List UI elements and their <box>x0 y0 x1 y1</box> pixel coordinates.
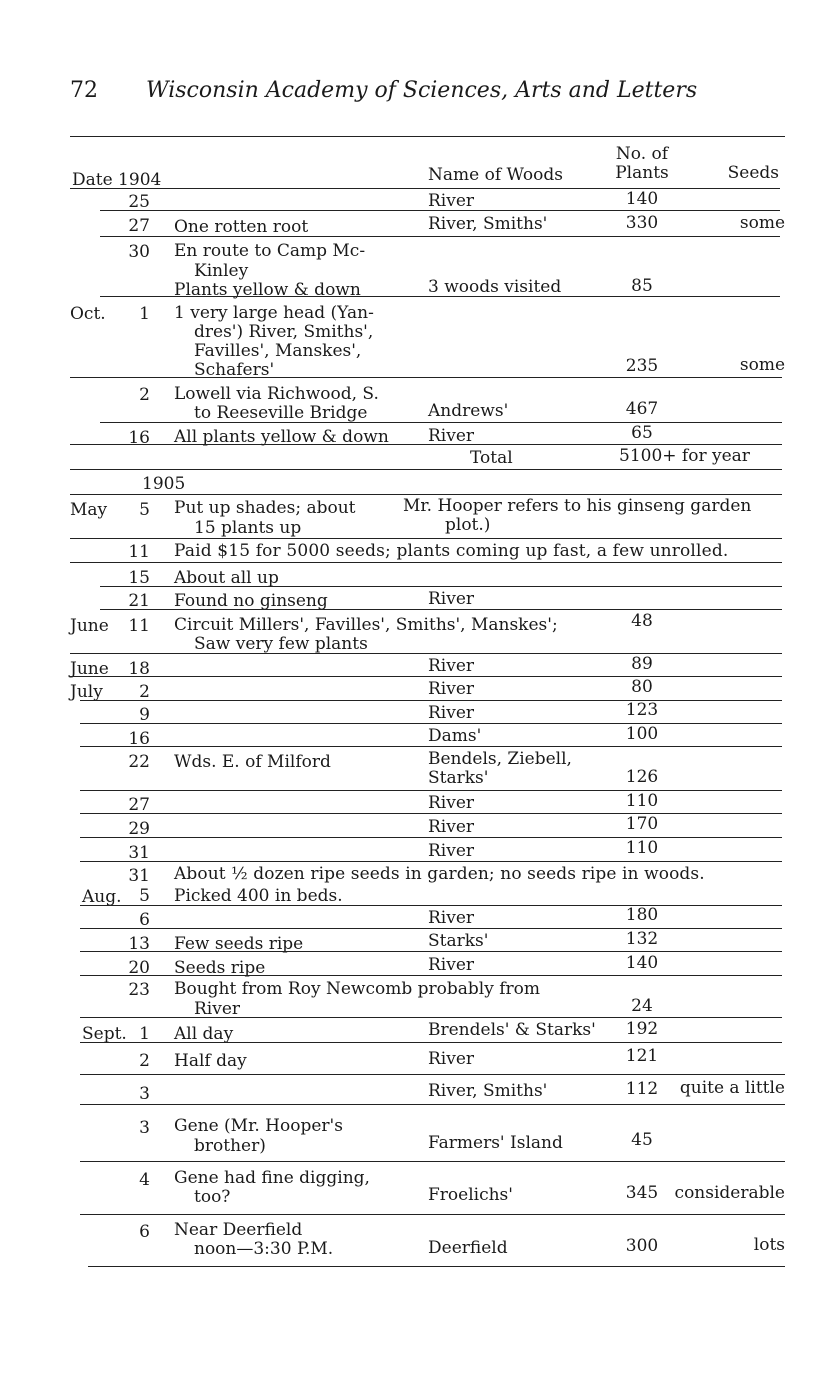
row-plants: 300 <box>625 1236 659 1256</box>
table-rule <box>80 1017 782 1018</box>
row-desc: En route to Camp Mc- <box>174 241 366 261</box>
table-rule <box>100 296 780 297</box>
row-woods: River <box>428 793 475 813</box>
table-rule <box>70 653 782 654</box>
table-rule <box>80 1104 785 1105</box>
row-desc: Kinley <box>194 261 249 281</box>
row-day: 5 <box>139 886 150 906</box>
row-seeds: lots <box>753 1235 785 1255</box>
row-day: 29 <box>128 819 150 839</box>
row-plants: 126 <box>625 767 659 787</box>
row-desc: One rotten root <box>174 217 309 237</box>
row-desc: All day <box>174 1024 234 1044</box>
row-day: 11 <box>128 616 150 636</box>
row-plants: 65 <box>631 423 653 443</box>
ginseng-table <box>70 136 785 1270</box>
table-rule <box>80 723 782 724</box>
row-woods: River <box>428 426 475 446</box>
row-woods: River <box>428 679 475 699</box>
row-day: 9 <box>139 705 150 725</box>
row-woods: River <box>428 908 475 928</box>
row-day: 6 <box>139 910 150 930</box>
table-rule <box>70 136 785 137</box>
row-plants: 110 <box>625 838 659 858</box>
table-rule <box>80 1074 785 1075</box>
col-header-woods: Name of Woods <box>428 165 563 185</box>
row-day: 3 <box>139 1118 150 1138</box>
row-plants: 112 <box>625 1079 659 1099</box>
row-plants: 80 <box>631 677 653 697</box>
row-day: 2 <box>139 682 150 702</box>
row-woods: River <box>428 589 475 609</box>
row-month: June <box>70 616 109 636</box>
table-rule <box>70 444 782 445</box>
row-desc: Put up shades; about <box>174 498 356 518</box>
table-rule <box>70 562 782 563</box>
row-plants: 140 <box>625 189 659 209</box>
row-day: 30 <box>128 242 150 262</box>
total-value: 5100+ for year <box>619 446 750 466</box>
table-rule <box>80 1161 785 1162</box>
row-plants: 192 <box>625 1019 659 1039</box>
table-rule <box>80 837 782 838</box>
table-rule <box>80 928 782 929</box>
col-header-date: Date 1904 <box>72 170 162 190</box>
row-desc: Paid $15 for 5000 seeds; plants coming up fast, a few unrolled. <box>174 541 729 561</box>
table-rule <box>88 1266 785 1267</box>
row-plants: 180 <box>625 905 659 925</box>
year-heading: 1905 <box>142 474 186 494</box>
row-desc: Lowell via Richwood, S. <box>174 384 379 404</box>
col-header-seeds: Seeds <box>727 163 779 183</box>
row-woods: Bendels, Ziebell, <box>428 749 572 769</box>
row-month: Sept. <box>82 1024 127 1044</box>
row-woods: Farmers' Island <box>428 1133 563 1153</box>
row-woods: River <box>428 191 475 211</box>
row-day: 23 <box>128 980 150 1000</box>
row-woods: Dams' <box>428 726 482 746</box>
row-plants: 170 <box>625 814 659 834</box>
row-plants: 100 <box>625 724 659 744</box>
table-rule <box>80 1042 782 1043</box>
total-label: Total <box>470 448 513 468</box>
row-plants: 140 <box>625 953 659 973</box>
row-day: 18 <box>128 659 150 679</box>
row-seeds: considerable <box>674 1183 785 1203</box>
table-rule <box>70 494 782 495</box>
row-desc: too? <box>194 1187 231 1207</box>
row-desc: Bought from Roy Newcomb probably from <box>174 979 540 999</box>
row-desc: Plants yellow & down <box>174 280 361 300</box>
row-desc: Favilles', Manskes', <box>194 341 362 361</box>
row-woods: Andrews' <box>428 401 509 421</box>
row-desc: to Reeseville Bridge <box>194 403 368 423</box>
row-seeds: some <box>739 213 785 233</box>
row-plants: 85 <box>631 276 653 296</box>
row-desc: Gene (Mr. Hooper's <box>174 1116 343 1136</box>
row-day: 1 <box>139 1024 150 1044</box>
row-woods: River, Smiths' <box>428 214 548 234</box>
row-desc: All plants yellow & down <box>174 427 389 447</box>
row-woods: Deerfield <box>428 1238 508 1258</box>
row-desc: Picked 400 in beds. <box>174 886 343 906</box>
row-desc: 15 plants up <box>194 518 302 538</box>
row-woods: 3 woods visited <box>428 277 562 297</box>
row-desc: 1 very large head (Yan- <box>174 303 374 323</box>
row-desc: Circuit Millers', Favilles', Smiths', Manskes'; <box>174 615 558 635</box>
row-woods: River, Smiths' <box>428 1081 548 1101</box>
row-woods: River <box>428 1049 475 1069</box>
row-day: 20 <box>128 958 150 978</box>
row-day: 2 <box>139 385 150 405</box>
row-woods: River <box>428 703 475 723</box>
row-seeds: some <box>739 355 785 375</box>
row-day: 13 <box>128 934 150 954</box>
row-desc: Seeds ripe <box>174 958 266 978</box>
row-woods: Starks' <box>428 768 489 788</box>
row-day: 16 <box>128 729 150 749</box>
row-desc: brother) <box>194 1136 266 1156</box>
row-month: June <box>70 659 109 679</box>
row-day: 6 <box>139 1222 150 1242</box>
page-header <box>70 78 770 108</box>
row-woods: River <box>428 656 475 676</box>
row-plants: 330 <box>625 213 659 233</box>
table-rule <box>80 1214 785 1215</box>
table-rule <box>100 210 780 211</box>
row-woods: River <box>428 817 475 837</box>
row-plants: 48 <box>631 611 653 631</box>
table-rule <box>100 236 780 237</box>
row-desc: About all up <box>174 568 279 588</box>
row-day: 16 <box>128 428 150 448</box>
row-plants: 123 <box>625 700 659 720</box>
row-note: Mr. Hooper refers to his ginseng garden <box>403 496 752 516</box>
row-month: May <box>70 500 108 520</box>
row-month: July <box>70 682 103 702</box>
row-desc: dres') River, Smiths', <box>194 322 374 342</box>
row-day: 1 <box>139 304 150 324</box>
row-day: 22 <box>128 752 150 772</box>
row-woods: Froelichs' <box>428 1185 513 1205</box>
row-desc: Found no ginseng <box>174 591 328 611</box>
row-day: 31 <box>128 866 150 886</box>
row-desc: Saw very few plants <box>194 634 368 654</box>
table-rule <box>80 975 782 976</box>
table-rule <box>80 790 782 791</box>
row-plants: 110 <box>625 791 659 811</box>
table-rule <box>80 905 782 906</box>
row-desc: Wds. E. of Milford <box>174 752 331 772</box>
row-woods: River <box>428 955 475 975</box>
col-header-plants: Plants <box>615 163 669 183</box>
page-number: 72 <box>70 78 98 103</box>
table-rule <box>80 813 782 814</box>
table-rule <box>100 609 782 610</box>
table-rule <box>80 951 782 952</box>
row-day: 5 <box>139 500 150 520</box>
row-month: Aug. <box>82 887 122 907</box>
row-day: 21 <box>128 591 150 611</box>
row-plants: 45 <box>631 1130 653 1150</box>
row-desc: River <box>194 999 241 1019</box>
row-desc: Half day <box>174 1051 247 1071</box>
row-day: 3 <box>139 1084 150 1104</box>
page-title: Wisconsin Academy of Sciences, Arts and Letters <box>146 78 698 103</box>
table-rule <box>80 700 782 701</box>
row-day: 27 <box>128 216 150 236</box>
row-month: Oct. <box>70 304 106 324</box>
row-day: 15 <box>128 568 150 588</box>
col-header-plants: No. of <box>615 144 669 164</box>
row-plants: 235 <box>625 356 659 376</box>
row-day: 25 <box>128 192 150 212</box>
row-woods: Brendels' & Starks' <box>428 1020 596 1040</box>
table-rule <box>70 538 782 539</box>
row-day: 4 <box>139 1170 150 1190</box>
row-day: 11 <box>128 542 150 562</box>
row-note: plot.) <box>445 515 491 535</box>
row-woods: River <box>428 841 475 861</box>
table-rule <box>70 377 782 378</box>
table-rule <box>70 469 782 470</box>
table-rule <box>100 422 782 423</box>
row-seeds: quite a little <box>679 1078 785 1098</box>
table-rule <box>100 586 782 587</box>
row-desc: Gene had fine digging, <box>174 1168 370 1188</box>
table-rule <box>80 746 782 747</box>
row-plants: 121 <box>625 1046 659 1066</box>
row-plants: 89 <box>631 654 653 674</box>
row-day: 27 <box>128 795 150 815</box>
row-day: 31 <box>128 843 150 863</box>
row-plants: 467 <box>625 399 659 419</box>
table-rule <box>80 861 782 862</box>
row-desc: Schafers' <box>194 360 275 380</box>
row-plants: 24 <box>631 996 653 1016</box>
table-rule <box>70 676 782 677</box>
row-day: 2 <box>139 1051 150 1071</box>
row-plants: 132 <box>625 929 659 949</box>
row-woods: Starks' <box>428 931 489 951</box>
row-desc: Few seeds ripe <box>174 934 304 954</box>
row-plants: 345 <box>625 1183 659 1203</box>
row-desc: About ½ dozen ripe seeds in garden; no seeds ripe in woods. <box>174 864 705 884</box>
row-desc: Near Deerfield <box>174 1220 303 1240</box>
row-desc: noon—3:30 P.M. <box>194 1239 334 1259</box>
